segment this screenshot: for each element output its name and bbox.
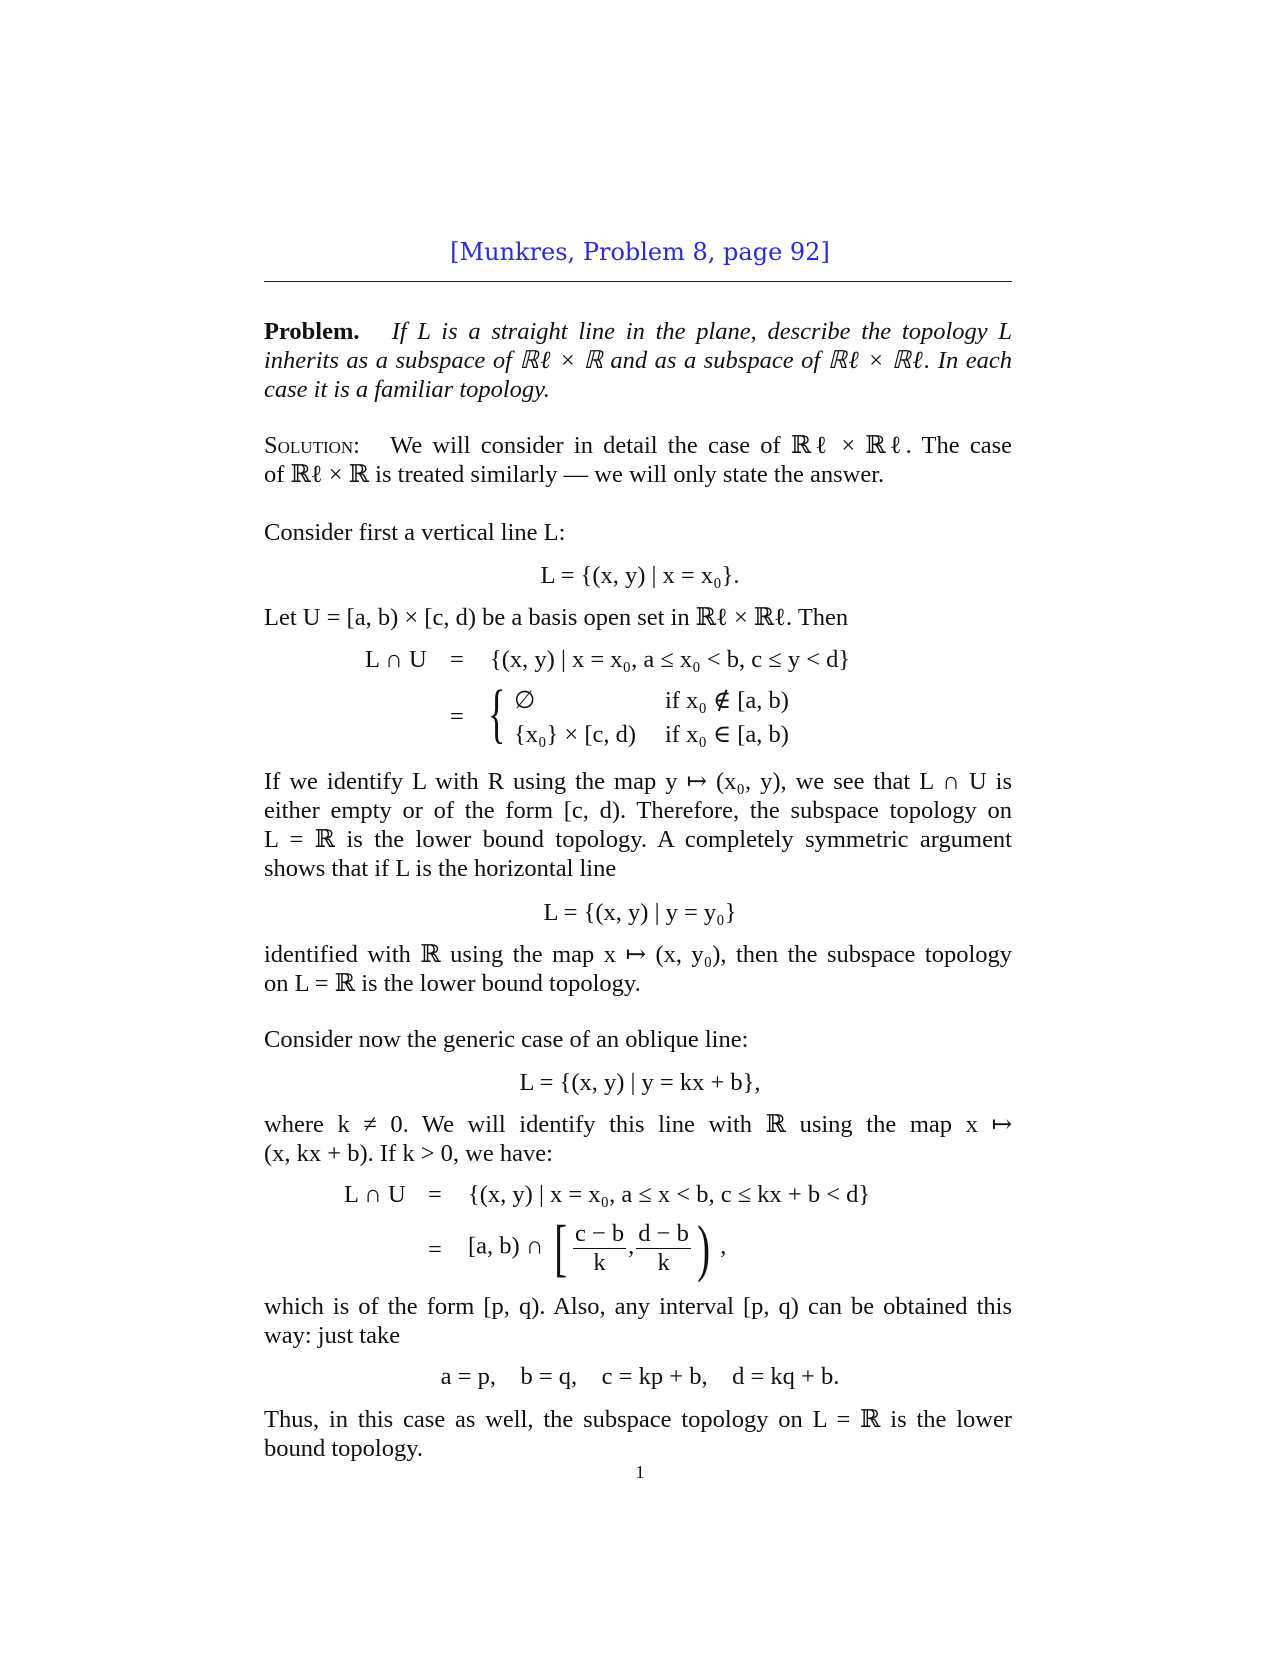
fraction-upper: $\frac{d - b}{k}$	[638, 1219, 689, 1276]
left-bracket: [	[553, 1212, 567, 1283]
oblique-interval-intersection: [a, b) ∩ [ $\frac{c - b}{k}$ , $\frac{d - b}{k}$ ) ,	[468, 1212, 727, 1283]
oblique-intersection-lhs: L ∩ U	[344, 1181, 406, 1208]
identify-paragraph: If we identify L with R using the map y ↦ (x₀, y), we see that L ∩ U is either empty or of the form [c, d). Therefore, the subspace topology on L = ℝ is the lower bound topology. A completely symmetric argument shows that if L is the horizontal line	[264, 768, 1012, 882]
equals-sign: =	[450, 703, 464, 730]
problem-label: Problem.	[264, 318, 360, 345]
solution-line-1: We will consider in detail the case of ℝℓ × ℝℓ. The case	[390, 432, 1012, 459]
cases-brace: {	[488, 677, 506, 750]
fraction-lower: $\frac{c - b}{k}$	[574, 1219, 625, 1276]
equals-sign: =	[450, 646, 464, 673]
oblique-identify: where k ≠ 0. We will identify this line with ℝ using the map x ↦ (x, kx + b). If k > 0, we have:	[264, 1111, 1012, 1167]
solution-intro	[264, 431, 1012, 489]
solution-line-2: of ℝℓ × ℝ is treated similarly — we will only state the answer.	[264, 461, 885, 488]
header-rule	[264, 281, 1012, 282]
case-1-condition: if x₀ ∉ [a, b)	[665, 687, 789, 714]
vertical-intro: Consider first a vertical line L:	[264, 519, 566, 546]
solution-label: Solution:	[264, 432, 360, 459]
horizontal-line-equation: L = {(x, y) | y = y₀}	[543, 899, 737, 926]
oblique-intro: Consider now the generic case of an oblique line:	[264, 1026, 749, 1053]
header-citation[interactable]: [Munkres, Problem 8, page 92]	[450, 238, 830, 266]
conclusion-paragraph: Thus, in this case as well, the subspace topology on L = ℝ is the lower bound topology.	[264, 1406, 1012, 1462]
page-number: 1	[635, 1462, 645, 1482]
problem-statement	[264, 317, 1012, 404]
parameter-choice-equation: a = p, b = q, c = kp + b, d = kq + b.	[440, 1363, 840, 1390]
problem-line-1: If L is a straight line in the plane, describe the topology L	[391, 318, 1012, 345]
equals-sign: =	[428, 1236, 442, 1263]
intersection-set-builder: {(x, y) | x = x₀, a ≤ x₀ < b, c ≤ y < d}	[490, 646, 851, 673]
right-paren: )	[697, 1212, 710, 1283]
basis-sentence: Let U = [a, b) × [c, d) be a basis open set in ℝℓ × ℝℓ. Then	[264, 604, 849, 631]
case-2-value: {x₀} × [c, d)	[514, 721, 637, 748]
case-1-value: ∅	[514, 687, 536, 714]
case-2-condition: if x₀ ∈ [a, b)	[665, 721, 789, 748]
oblique-set-builder: {(x, y) | x = x₀, a ≤ x < b, c ≤ kx + b < d}	[468, 1181, 871, 1208]
horizontal-conclusion: identified with ℝ using the map x ↦ (x, y₀), then the subspace topology on L = ℝ is the lower bound topology.	[264, 941, 1012, 997]
problem-line-2: inherits as a subspace of ℝℓ × ℝ and as a subspace of ℝℓ × ℝℓ. In each	[264, 347, 1012, 374]
oblique-line-equation: L = {(x, y) | y = kx + b},	[519, 1069, 761, 1096]
intersection-lhs: L ∩ U	[365, 646, 427, 673]
vertical-line-equation: L = {(x, y) | x = x₀}.	[540, 562, 740, 589]
equals-sign: =	[428, 1181, 442, 1208]
problem-line-3: case it is a familiar topology.	[264, 376, 550, 403]
form-paragraph: which is of the form [p, q). Also, any interval [p, q) can be obtained this way: just take	[264, 1293, 1012, 1349]
